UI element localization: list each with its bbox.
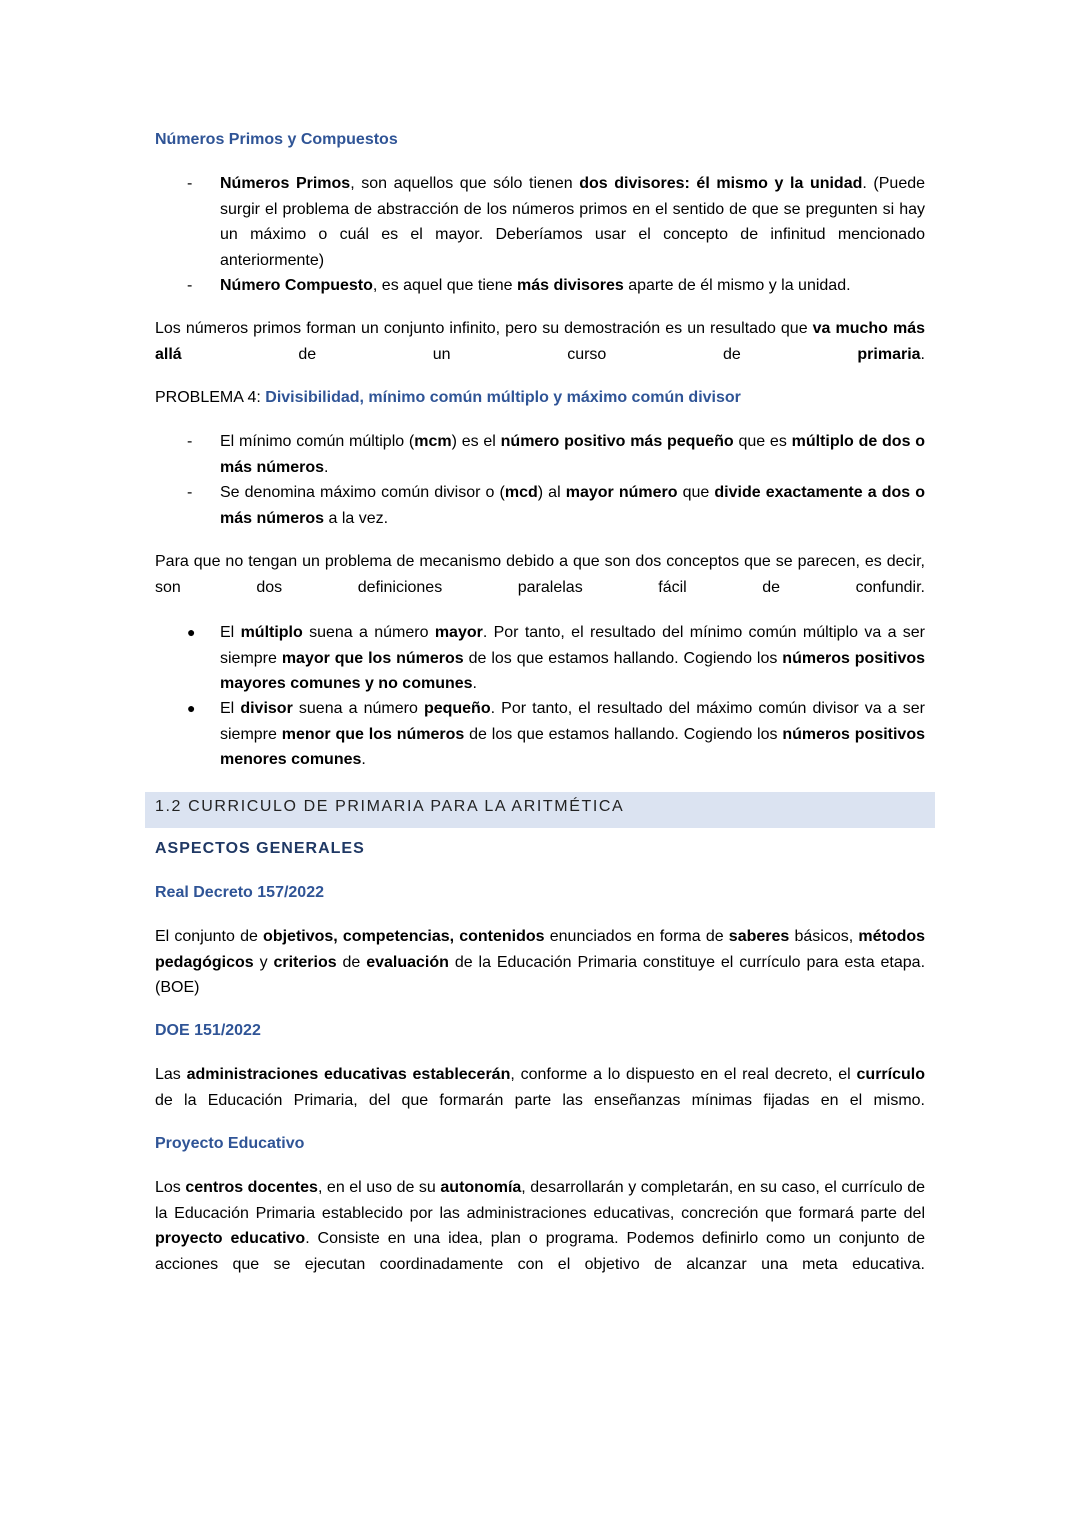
text-run: . Por tanto, el resultado del máximo común divisor va a ser siempre [220, 700, 925, 743]
text-run: El conjunto de [155, 928, 264, 945]
bold-run: mayor número [565, 484, 678, 501]
text-run: básicos, [789, 928, 859, 945]
dash-marker: - [187, 277, 193, 294]
list-item-text [220, 171, 925, 273]
bold-run: saberes [728, 928, 790, 945]
heading-problema-4 [155, 385, 925, 411]
text-run: y [253, 953, 274, 971]
bold-run: objetivos, competencias, contenidos [263, 928, 545, 945]
heading-primos: Números Primos y Compuestos [155, 131, 398, 148]
bold-run: más divisores [517, 277, 624, 294]
problema-title: Divisibilidad, mínimo común múltiplo y máximo común divisor [265, 389, 741, 406]
text-run: de un curso de [181, 345, 858, 363]
text-run: , conforme a lo dispuesto en el real decreto, el [510, 1066, 857, 1083]
list-item-text [220, 620, 925, 697]
text-run: a la vez. [324, 509, 389, 527]
text-run: , desarrollarán y completarán, en su caso, el currículo de la Educación Primaria establecido por las administraciones educativas, concreción que formará parte del [155, 1179, 926, 1222]
bold-run: pequeño [423, 700, 491, 717]
bold-run: múltiplo [240, 624, 303, 641]
bold-run: menor que los números [281, 725, 465, 743]
text-run: que [677, 484, 715, 501]
bold-run: números positivos mayores comunes y no comunes [220, 649, 926, 692]
text-run: . [472, 675, 477, 692]
bold-run: múltiplo de dos o más números [220, 433, 926, 476]
text-run: . Consiste en una idea, plan o programa. Podemos definirlo como un conjunto de acciones que se ejecutan coordinadamente con el objetivo de alcanzar una meta educativa. [155, 1230, 926, 1273]
text-run: ) es el [451, 433, 501, 450]
text-run: Los [155, 1179, 186, 1196]
bold-run: mcm [414, 433, 452, 450]
bold-run: dos divisores: él mismo y la unidad [579, 175, 863, 192]
bold-run: métodos pedagógicos [155, 928, 926, 971]
text-run: , son aquellos que sólo tienen [350, 175, 580, 192]
bold-run: evaluación [366, 953, 449, 971]
dash-marker: - [187, 484, 193, 501]
text-run: Los números primos forman un conjunto infinito, pero su demostración es un resultado que [155, 320, 813, 337]
text-run: de la Educación Primaria constituye el currículo para esta etapa. (BOE) [155, 953, 926, 996]
bold-run: Números Primos [220, 175, 351, 192]
text-run: Se denomina máximo común divisor o ( [220, 484, 505, 501]
text-run: . (Puede surgir el problema de abstracción de los números primos en el sentido de que se pregunten si hay un máximo o cuál es el mayor. Deberíamos usar el concepto de infinitud mencionado anteriormente) [220, 175, 926, 269]
text-run: . [324, 458, 329, 476]
list-item-text [220, 429, 925, 480]
text-run: Las [155, 1066, 187, 1083]
bold-run: criterios [273, 953, 337, 971]
bold-run: centros docentes [185, 1179, 318, 1196]
bold-run: autonomía [440, 1179, 522, 1196]
bold-run: mcd [504, 484, 538, 501]
paragraph-real-decreto [155, 924, 925, 1026]
dash-marker: - [187, 433, 193, 450]
text-run: . [361, 751, 366, 768]
section-title: 1.2 CURRICULO DE PRIMARIA PARA LA ARITMÉTICA [155, 798, 625, 815]
bold-run: primaria [857, 345, 921, 363]
text-run: de los que estamos hallando. Cogiendo los [464, 725, 783, 743]
bold-run: va mucho más allá [155, 320, 926, 363]
bold-run: números positivos menores comunes [220, 725, 926, 768]
bold-run: proyecto educativo [155, 1230, 306, 1247]
text-run: El mínimo común múltiplo ( [220, 433, 415, 450]
bold-run: Número Compuesto [220, 277, 373, 294]
bold-run: número positivo más pequeño [500, 433, 734, 450]
bold-run: mayor que los números [281, 649, 464, 667]
text-run: El [220, 624, 241, 641]
list-item-text [220, 696, 925, 773]
section-header-bar [145, 792, 935, 828]
text-run: de la Educación Primaria, del que formarán parte las enseñanzas mínimas fijadas en el mismo. [155, 1091, 925, 1109]
paragraph-mecanismo [155, 549, 925, 626]
subheading-aspectos: ASPECTOS GENERALES [155, 840, 365, 857]
text-run: . [920, 345, 925, 363]
paragraph-proyecto [155, 1175, 925, 1303]
list-item-text [220, 480, 925, 531]
bullet-dot: ● [187, 700, 196, 716]
bold-run: mayor [434, 624, 483, 641]
bold-run: divisor [240, 700, 293, 717]
bold-run: administraciones educativas establecerán [186, 1066, 511, 1083]
text-run: que es [733, 433, 792, 450]
text-run: suena a número [292, 700, 424, 717]
heading-proyecto: Proyecto Educativo [155, 1135, 305, 1152]
paragraph-doe [155, 1062, 925, 1139]
heading-real-decreto: Real Decreto 157/2022 [155, 884, 324, 901]
text-run: aparte de él mismo y la unidad. [623, 277, 851, 294]
paragraph-primos [155, 316, 925, 393]
text-run: , en el uso de su [317, 1179, 441, 1196]
text-run: ) al [537, 484, 566, 501]
text-run: Para que no tengan un problema de mecanismo debido a que son dos conceptos que se parecen, es decir, son dos definiciones paralelas fácil de confundir. [155, 553, 925, 596]
list-item-text [220, 273, 925, 299]
bullet-dot: ● [187, 624, 196, 640]
text-run: de los que estamos hallando. Cogiendo los [463, 649, 783, 667]
heading-doe: DOE 151/2022 [155, 1022, 261, 1039]
text-run: de [336, 953, 367, 971]
dash-marker: - [187, 175, 193, 192]
problema-prefix: PROBLEMA 4: [155, 389, 266, 406]
text-run: El [220, 700, 241, 717]
bold-run: divide exactamente a dos o más números [220, 484, 926, 527]
text-run: suena a número [302, 624, 435, 641]
text-run: , es aquel que tiene [372, 277, 518, 294]
text-run: . Por tanto, el resultado del mínimo común múltiplo va a ser siempre [220, 624, 926, 667]
text-run: enunciados en forma de [544, 928, 729, 945]
bold-run: currículo [856, 1066, 925, 1083]
